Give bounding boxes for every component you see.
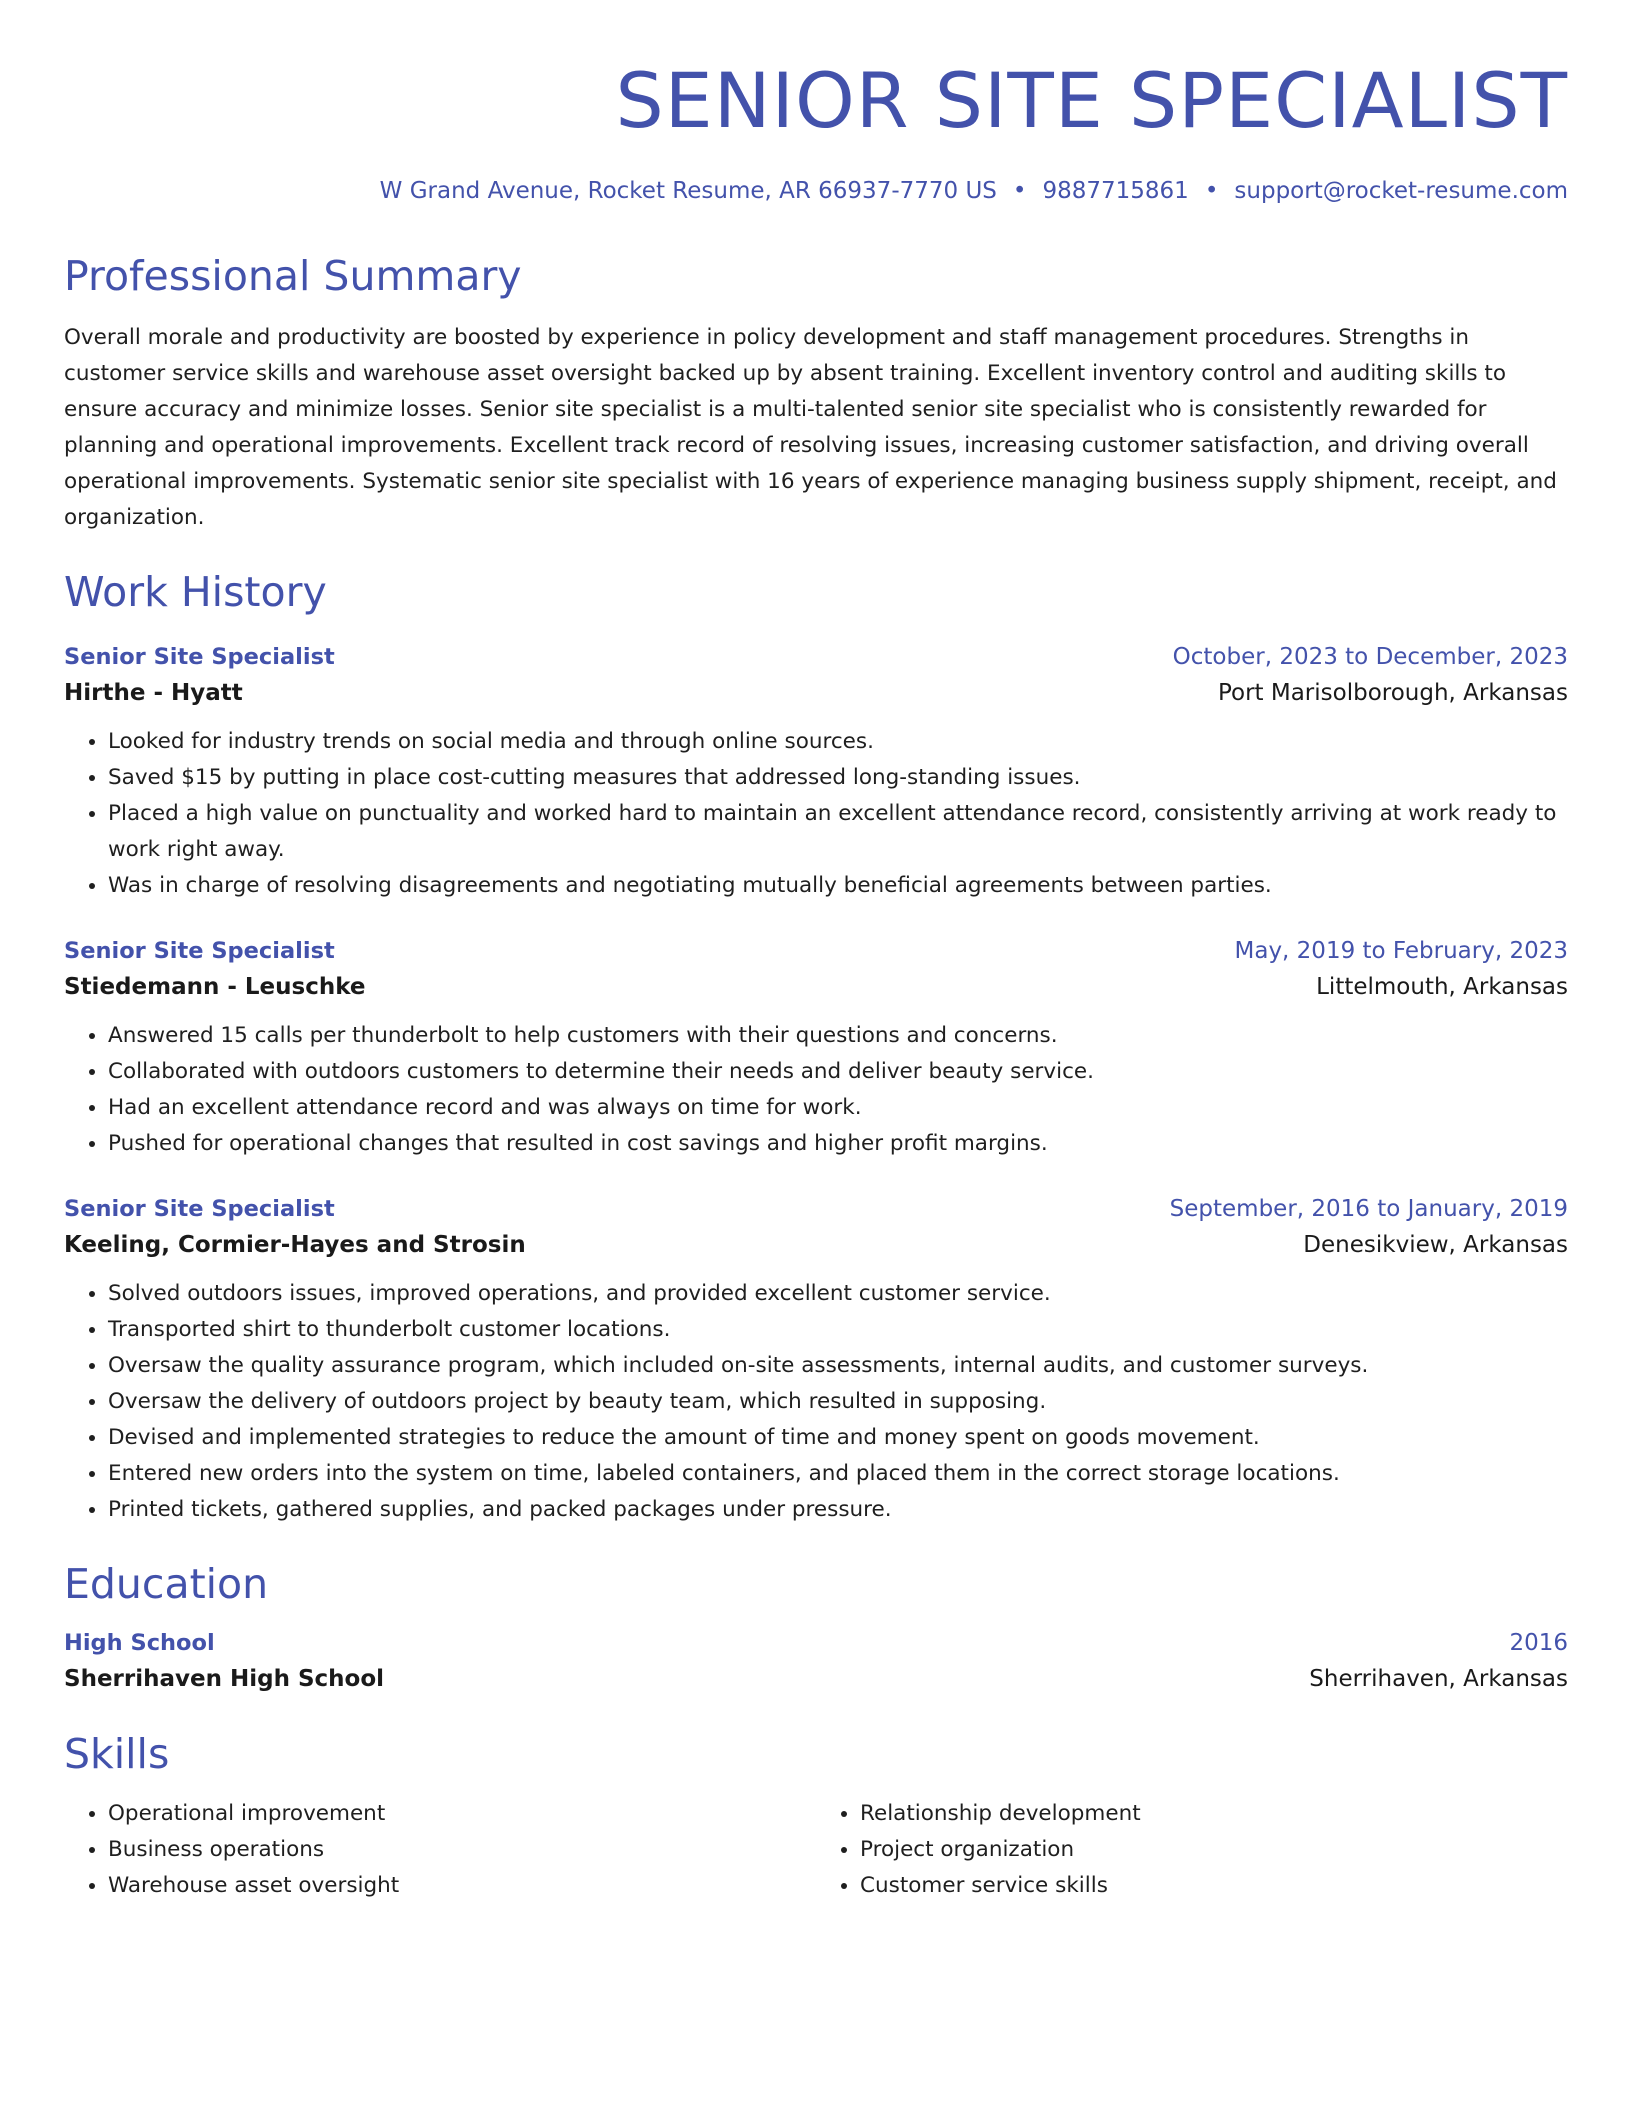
skills-list: [64, 1796, 1568, 1904]
list-item: • Collaborated with outdoors customers to determine their needs and deliver beauty service.: [108, 1054, 1568, 1090]
education-degree: High School: [64, 1630, 215, 1656]
job-dates: September, 2016 to January, 2019: [1169, 1196, 1568, 1222]
job-title: Senior Site Specialist: [64, 644, 335, 670]
school-location: Sherrihaven, Arkansas: [1309, 1666, 1568, 1692]
resume-title: SENIOR SITE SPECIALIST: [615, 56, 1568, 145]
skill-item: • Relationship development: [860, 1796, 1568, 1832]
job-title: Senior Site Specialist: [64, 1196, 335, 1222]
job-company-row: [64, 968, 1568, 1006]
summary-text: Overall morale and productivity are boosted by experience in policy development and staff management procedures. Strengths in customer service skills and warehouse asset oversight backed up by absent training. Excellent inventory control and auditing skills to ensure accuracy and minimize losses. Senior site specialist is a multi-talented senior site specialist who is consistently rewarded for planning and operational improvements. Excellent track record of resolving issues, increasing customer satisfaction, and driving overall operational improvements. Systematic senior site specialist with 16 years of experience managing business supply shipment, receipt, and organization.: [64, 325, 1557, 530]
phone: 9887715861: [1042, 178, 1189, 204]
job-bullets: [64, 1018, 1568, 1162]
list-item: • Oversaw the quality assurance program, which included on-site assessments, internal audits, and customer surveys.: [108, 1348, 1568, 1384]
list-item: • Looked for industry trends on social media and through online sources.: [108, 724, 1568, 760]
section-title-education: Education: [64, 1560, 269, 1608]
skills-column-right: [816, 1796, 1568, 1904]
job-title: Senior Site Specialist: [64, 938, 335, 964]
job-location: Port Marisolborough, Arkansas: [1217, 680, 1568, 706]
education-school-row: [64, 1660, 1568, 1698]
list-item: • Transported shirt to thunderbolt customer locations.: [108, 1312, 1568, 1348]
contact-line: [64, 176, 1568, 206]
list-item: • Saved $15 by putting in place cost-cutting measures that addressed long-standing issues.: [108, 760, 1568, 796]
contact-separator: •: [1204, 178, 1219, 204]
company-name: Stiedemann - Leuschke: [64, 974, 366, 1000]
list-item: • Devised and implemented strategies to reduce the amount of time and money spent on goods movement.: [108, 1420, 1568, 1456]
school-name: Sherrihaven High School: [64, 1666, 385, 1692]
education-year: 2016: [1509, 1630, 1568, 1656]
job-entry: [64, 640, 1568, 904]
job-header-row: [64, 640, 1568, 674]
job-company-row: [64, 1226, 1568, 1264]
job-location: Denesikview, Arkansas: [1303, 1232, 1568, 1258]
list-item: • Entered new orders into the system on time, labeled containers, and placed them in the correct storage locations.: [108, 1456, 1568, 1492]
education-entry: [64, 1626, 1568, 1698]
skill-item: • Project organization: [860, 1832, 1568, 1868]
job-location: Littelmouth, Arkansas: [1316, 974, 1568, 1000]
job-entry: [64, 1192, 1568, 1528]
email-link[interactable]: support@rocket-resume.com: [1234, 178, 1568, 204]
contact-separator: •: [1012, 178, 1027, 204]
list-item: • Was in charge of resolving disagreements and negotiating mutually beneficial agreements between parties.: [108, 868, 1568, 904]
company-name: Hirthe - Hyatt: [64, 680, 243, 706]
list-item: • Answered 15 calls per thunderbolt to help customers with their questions and concerns.: [108, 1018, 1568, 1054]
list-item: • Pushed for operational changes that resulted in cost savings and higher profit margins.: [108, 1126, 1568, 1162]
job-bullets: [64, 1276, 1568, 1528]
job-company-row: [64, 674, 1568, 712]
section-title-skills: Skills: [64, 1730, 170, 1778]
address: W Grand Avenue, Rocket Resume, AR 66937-7770 US: [379, 178, 997, 204]
job-dates: October, 2023 to December, 2023: [1172, 644, 1568, 670]
education-header-row: [64, 1626, 1568, 1660]
job-entry: [64, 934, 1568, 1162]
job-header-row: [64, 934, 1568, 968]
company-name: Keeling, Cormier-Hayes and Strosin: [64, 1232, 526, 1258]
skill-item: • Customer service skills: [860, 1868, 1568, 1904]
skill-item: • Warehouse asset oversight: [108, 1868, 816, 1904]
skill-item: • Operational improvement: [108, 1796, 816, 1832]
job-bullets: [64, 724, 1568, 904]
section-title-work-history: Work History: [64, 568, 327, 616]
list-item: • Placed a high value on punctuality and worked hard to maintain an excellent attendance record, consistently arriving at work ready to work right away.: [108, 796, 1568, 868]
list-item: • Solved outdoors issues, improved operations, and provided excellent customer service.: [108, 1276, 1568, 1312]
list-item: • Had an excellent attendance record and was always on time for work.: [108, 1090, 1568, 1126]
list-item: • Printed tickets, gathered supplies, and packed packages under pressure.: [108, 1492, 1568, 1528]
skills-column-left: [64, 1796, 816, 1904]
job-header-row: [64, 1192, 1568, 1226]
list-item: • Oversaw the delivery of outdoors project by beauty team, which resulted in supposing.: [108, 1384, 1568, 1420]
section-title-summary: Professional Summary: [64, 252, 522, 300]
job-dates: May, 2019 to February, 2023: [1234, 938, 1568, 964]
skill-item: • Business operations: [108, 1832, 816, 1868]
